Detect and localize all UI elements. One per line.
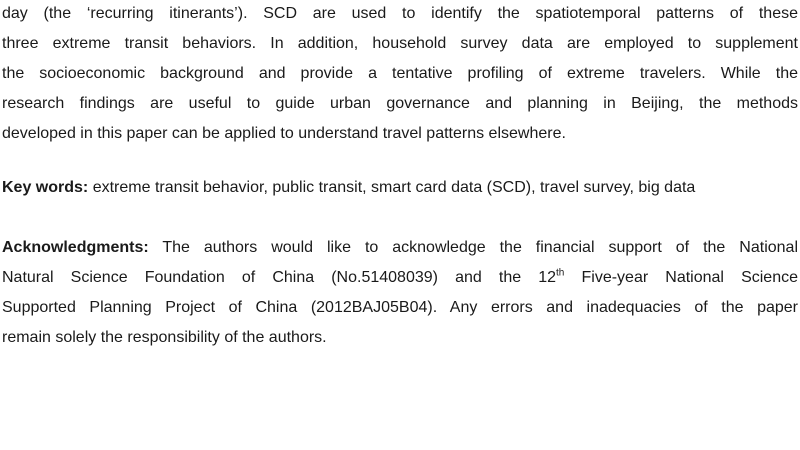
acknowledgments-line: Supported Planning Project of China (2012BAJ05B04). Any errors and inadequacies of the paper — [2, 299, 798, 316]
acknowledgments-text: Five-year National Science — [581, 269, 798, 286]
ordinal-suffix: th — [556, 267, 565, 279]
acknowledgments-line — [2, 238, 798, 258]
acknowledgments-line: remain solely the responsibility of the authors. — [2, 329, 327, 346]
abstract-line: day (the ‘recurring itinerants’). SCD are used to identify the spatiotemporal patterns of these — [2, 5, 798, 22]
acknowledgments-line — [2, 268, 798, 288]
acknowledgments-text: Natural Science Foundation of China (No.51408039) and the 12 — [2, 269, 557, 286]
abstract-line: three extreme transit behaviors. In addition, household survey data are employed to supplement — [2, 35, 798, 52]
keywords-label: Key words: — [2, 179, 89, 196]
abstract-line: developed in this paper can be applied to understand travel patterns elsewhere. — [2, 125, 566, 142]
acknowledgments-text: The authors would like to acknowledge the financial support of the National — [162, 239, 798, 256]
abstract-line: research findings are useful to guide urban governance and planning in Beijing, the methods — [2, 95, 798, 112]
keywords — [2, 178, 798, 198]
abstract-line: the socioeconomic background and provide a tentative profiling of extreme travelers. While the — [2, 65, 798, 82]
keywords-text: extreme transit behavior, public transit, smart card data (SCD), travel survey, big data — [92, 179, 696, 196]
acknowledgments-label: Acknowledgments: — [2, 239, 149, 256]
